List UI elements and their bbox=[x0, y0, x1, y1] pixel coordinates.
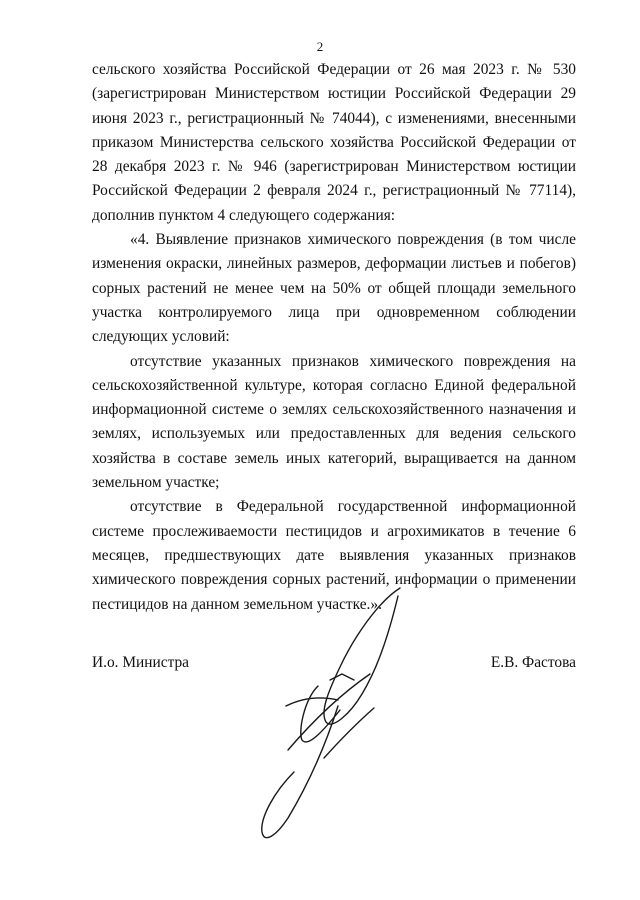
paragraph-continuation: сельского хозяйства Российской Федерации от 26 мая 2023 г. № 530 (зарегистрирован Министерством юстиции Российской Федерации 29 июня 2023 г., регистрационный № 74044), с изменениями, внесенными приказом Министерства сельского хозяйства Российской Федерации от 28 декабря 2023 г. № 946 (зарегистрирован Министерством юстиции Российской Федерации 2 февраля 2024 г., регистрационный № 77114), дополнив пунктом 4 следующего содержания: bbox=[92, 61, 576, 224]
page-number: 2 bbox=[316, 39, 324, 54]
signatory-position: И.о. Министра bbox=[92, 654, 190, 671]
document-body bbox=[92, 58, 576, 617]
signatory-name: Е.В. Фастова bbox=[490, 654, 576, 671]
paragraph-condition-2: отсутствие в Федеральной государственной информационной системе прослеживаемости пестицидов и агрохимикатов в течение 6 месяцев, предшествующих дате выявления указанных признаков химического повреждения сорных растений, информации о применении пестицидов на данном земельном участке.». bbox=[92, 498, 576, 613]
handwritten-signature bbox=[258, 582, 418, 862]
paragraph-item-4: «4. Выявление признаков химического повреждения (в том числе изменения окраски, линейных размеров, деформации листьев и побегов) сорных растений не менее чем на 50% от общей площади земельного участка контролируемого лица при одновременном соблюдении следующих условий: bbox=[92, 231, 576, 346]
paragraph-condition-1: отсутствие указанных признаков химического повреждения на сельскохозяйственной культуре, которая согласно Единой федеральной информационной системе о землях сельскохозяйственного назначения и землях, используемых или предоставленных для ведения сельского хозяйства в составе земель иных категорий, выращивается на данном земельном участке; bbox=[92, 352, 576, 492]
